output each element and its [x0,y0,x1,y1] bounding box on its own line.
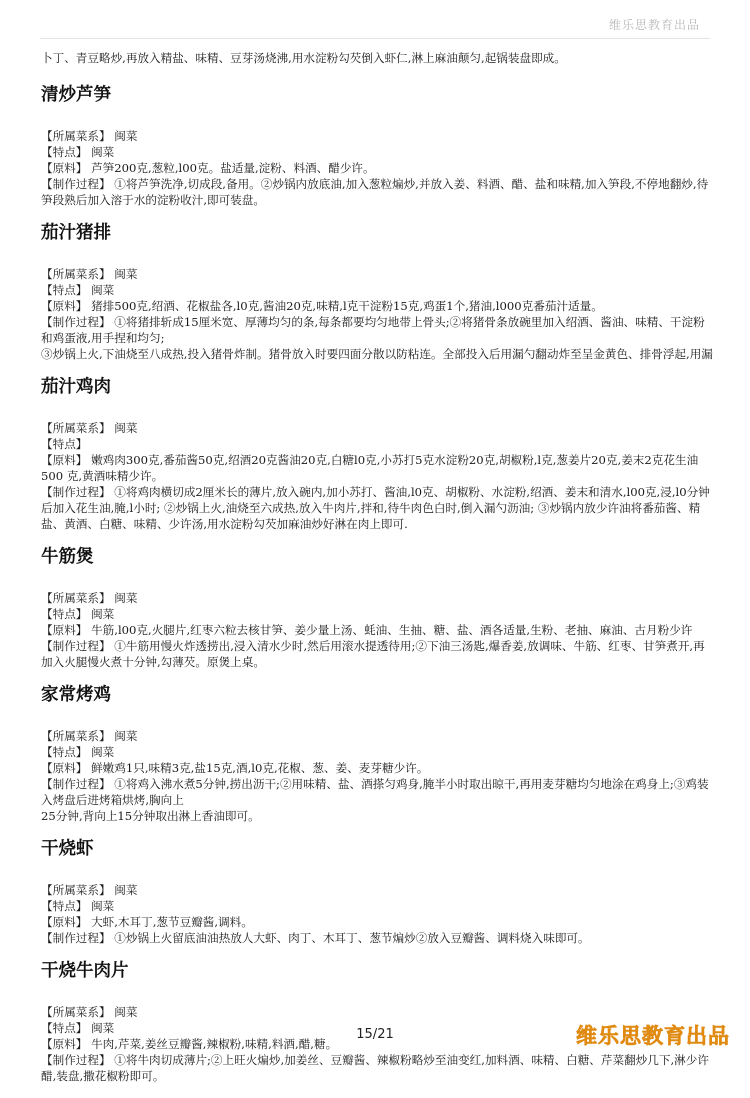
cuisine-row-value: 闽菜 [114,883,138,897]
ingredients-row-label: 【原料】 [41,623,88,637]
cuisine-row [41,128,713,144]
cuisine-row-value: 闽菜 [114,421,138,435]
features-row-value: 闽菜 [91,145,115,159]
process-continuation: ③炒锅上火,下油烧至八成热,投入猪骨炸制。猪骨放入时要四面分散以防粘连。全部投入后用漏勺翻动炸至呈金黄色、排骨浮起,用漏 [41,347,713,361]
process-row-label: 【制作过程】 [41,639,111,653]
process-row-value: ①将牛肉切成薄片;②上旺火煸炒,加姜丝、豆瓣酱、辣椒粉略炒至油变红,加料酒、味精、白糖、芹菜翻炒几下,淋少许醋,装盘,撒花椒粉即可。 [41,1053,709,1083]
recipe-section [41,84,713,208]
header-mark: 维乐思教育出品 [608,18,700,32]
process-row [41,176,713,208]
cuisine-row [41,728,713,744]
features-row [41,744,713,760]
features-row-value: 闽菜 [91,607,115,621]
ingredients-row [41,160,713,176]
process-row-label: 【制作过程】 [41,315,111,329]
recipe-section [41,838,713,946]
ingredients-row [41,298,713,314]
cuisine-row-label: 【所属菜系】 [41,267,111,281]
recipe-section [41,222,713,362]
recipe-title: 茄汁猪排 [41,223,111,243]
recipe-list [41,84,713,1084]
recipe-title: 茄汁鸡肉 [41,377,111,397]
process-row-label: 【制作过程】 [41,1053,111,1067]
lead-paragraph: 卜丁、青豆略炒,再放入精盐、味精、豆芽汤烧沸,用水淀粉勾芡倒入虾仁,淋上麻油颠匀,起锅装盘即成。 [41,51,566,65]
features-row-value: 闽菜 [91,1021,115,1035]
cuisine-row-value: 闽菜 [114,1005,138,1019]
ingredients-row [41,760,713,776]
process-row-value: ①将芦笋洗净,切成段,备用。②炒锅内放底油,加入葱粒煸炒,并放入姜、料酒、醋、盐和味精,加入笋段,不停地翻炒,待笋段熟后加入溶于水的淀粉收汁,即可装盘。 [41,177,709,207]
cuisine-row-label: 【所属菜系】 [41,591,111,605]
recipe-section [41,546,713,670]
process-row-value: ①牛筋用慢火炸透捞出,浸入清水少时,然后用滚水提透待用;②下油三汤匙,爆香姜,放调味、牛筋、红枣、甘笋煮开,再加入火腿慢火煮十分钟,勾薄芡。原煲上桌。 [41,639,705,669]
cuisine-row-label: 【所属菜系】 [41,421,111,435]
ingredients-row [41,622,713,638]
header-rule [40,38,710,39]
process-row-label: 【制作过程】 [41,177,111,191]
ingredients-row-label: 【原料】 [41,915,88,929]
features-row-label: 【特点】 [41,607,88,621]
process-row [41,930,713,946]
cuisine-row-value: 闽菜 [114,729,138,743]
cuisine-row-label: 【所属菜系】 [41,129,111,143]
process-row-value: ①炒锅上火留底油油热放人大虾、肉丁、木耳丁、葱节煸炒②放入豆瓣酱、调料烧入味即可。 [114,931,590,945]
process-row-value: ①将鸡入沸水煮5分钟,捞出沥干;②用味精、盐、酒搽匀鸡身,腌半小时取出晾干,再用麦芽糖均匀地涂在鸡身上;③鸡装入烤盘后进烤箱烘烤,胸向上 [41,777,709,807]
watermark-logo: 维乐思教育出品 [576,1024,730,1048]
features-row-label: 【特点】 [41,899,88,913]
features-row [41,606,713,622]
page-content [41,50,713,1098]
cuisine-row [41,420,713,436]
features-row-label: 【特点】 [41,437,88,451]
features-row-value: 闽菜 [91,283,115,297]
process-continuation: 25分钟,背向上15分钟取出淋上香油即可。 [41,809,260,823]
ingredients-row-value: 嫩鸡肉300克,番茄酱50克,绍酒20克酱油20克,白糖l0克,小苏打5克水淀粉20克,胡椒粉,l克,葱姜片20克,姜末2克花生油500 克,黄酒味精少许。 [41,453,699,483]
features-row-value: 闽菜 [91,899,115,913]
process-row-value: ①将猪排斩成15厘米宽、厚薄均匀的条,每条都要均匀地带上骨头;②将猪骨条放碗里加入绍酒、酱油、味精、干淀粉和鸡蛋液,用手捏和均匀; [41,315,705,345]
process-row-label: 【制作过程】 [41,931,111,945]
features-row [41,144,713,160]
recipe-title: 家常烤鸡 [41,685,111,705]
ingredients-row [41,914,713,930]
features-row [41,436,713,452]
process-row [41,1052,713,1084]
features-row [41,898,713,914]
cuisine-row-value: 闽菜 [114,591,138,605]
process-row-label: 【制作过程】 [41,485,111,499]
cuisine-row-value: 闽菜 [114,129,138,143]
cuisine-row [41,266,713,282]
process-row [41,776,713,808]
ingredients-row-label: 【原料】 [41,299,88,313]
process-row-value: ①将鸡肉横切成2厘米长的薄片,放入碗内,加小苏打、酱油,l0克、胡椒粉、水淀粉,绍酒、姜末和清水,l00克,浸,l0分钟后加入花生油,腌,l小时; ②炒锅上火,油烧至六成热,放入牛肉片,拌和,待牛肉色白时,倒入漏勺沥油; ③炒锅内放少许油将番茄酱、精盐、黄酒、白糖、味精、少许汤,用水淀粉勾芡加麻油炒好淋在肉上即可. [41,485,710,531]
process-row-label: 【制作过程】 [41,777,111,791]
recipe-section [41,376,713,532]
cuisine-row-label: 【所属菜系】 [41,729,111,743]
features-row-label: 【特点】 [41,145,88,159]
cuisine-row [41,1004,713,1020]
features-row-label: 【特点】 [41,1021,88,1035]
recipe-title: 牛筋煲 [41,547,94,567]
recipe-title: 干烧牛肉片 [41,961,129,981]
ingredients-row-value: 猪排500克,绍酒、花椒盐各,l0克,酱油20克,味精,l克干淀粉15克,鸡蛋1个,猪油,l000克番茄汁适量。 [91,299,603,313]
recipe-title: 干烧虾 [41,839,94,859]
recipe-title: 清炒芦笋 [41,85,111,105]
ingredients-row-label: 【原料】 [41,453,88,467]
features-row-label: 【特点】 [41,283,88,297]
cuisine-row-label: 【所属菜系】 [41,883,111,897]
ingredients-row-label: 【原料】 [41,761,88,775]
ingredients-row-label: 【原料】 [41,161,88,175]
cuisine-row [41,590,713,606]
cuisine-row [41,882,713,898]
ingredients-row [41,452,713,484]
cuisine-row-label: 【所属菜系】 [41,1005,111,1019]
ingredients-row-value: 大虾,木耳丁,葱节豆瓣酱,调料。 [91,915,253,929]
features-row-value: 闽菜 [91,745,115,759]
process-row [41,314,713,346]
ingredients-row-value: 芦笋200克,葱粒,l00克。盐适量,淀粉、料酒、醋少许。 [91,161,375,175]
ingredients-row-value: 鲜嫩鸡1只,味精3克,盐15克,酒,l0克,花椒、葱、姜、麦芽糖少许。 [91,761,429,775]
features-row-label: 【特点】 [41,745,88,759]
page-number: 15/21 [356,1027,394,1042]
ingredients-row-value: 牛肉,芹菜,姜丝豆瓣酱,辣椒粉,味精,料酒,醋,糖。 [91,1037,338,1051]
ingredients-row-value: 牛筋,l00克,火腿片,红枣六粒去核甘笋、姜少量上汤、蚝油、生抽、糖、盐、酒各适量,生粉、老抽、麻油、古月粉少许 [91,623,693,637]
process-row [41,638,713,670]
features-row [41,282,713,298]
ingredients-row-label: 【原料】 [41,1037,88,1051]
recipe-section [41,684,713,824]
process-row [41,484,713,532]
cuisine-row-value: 闽菜 [114,267,138,281]
